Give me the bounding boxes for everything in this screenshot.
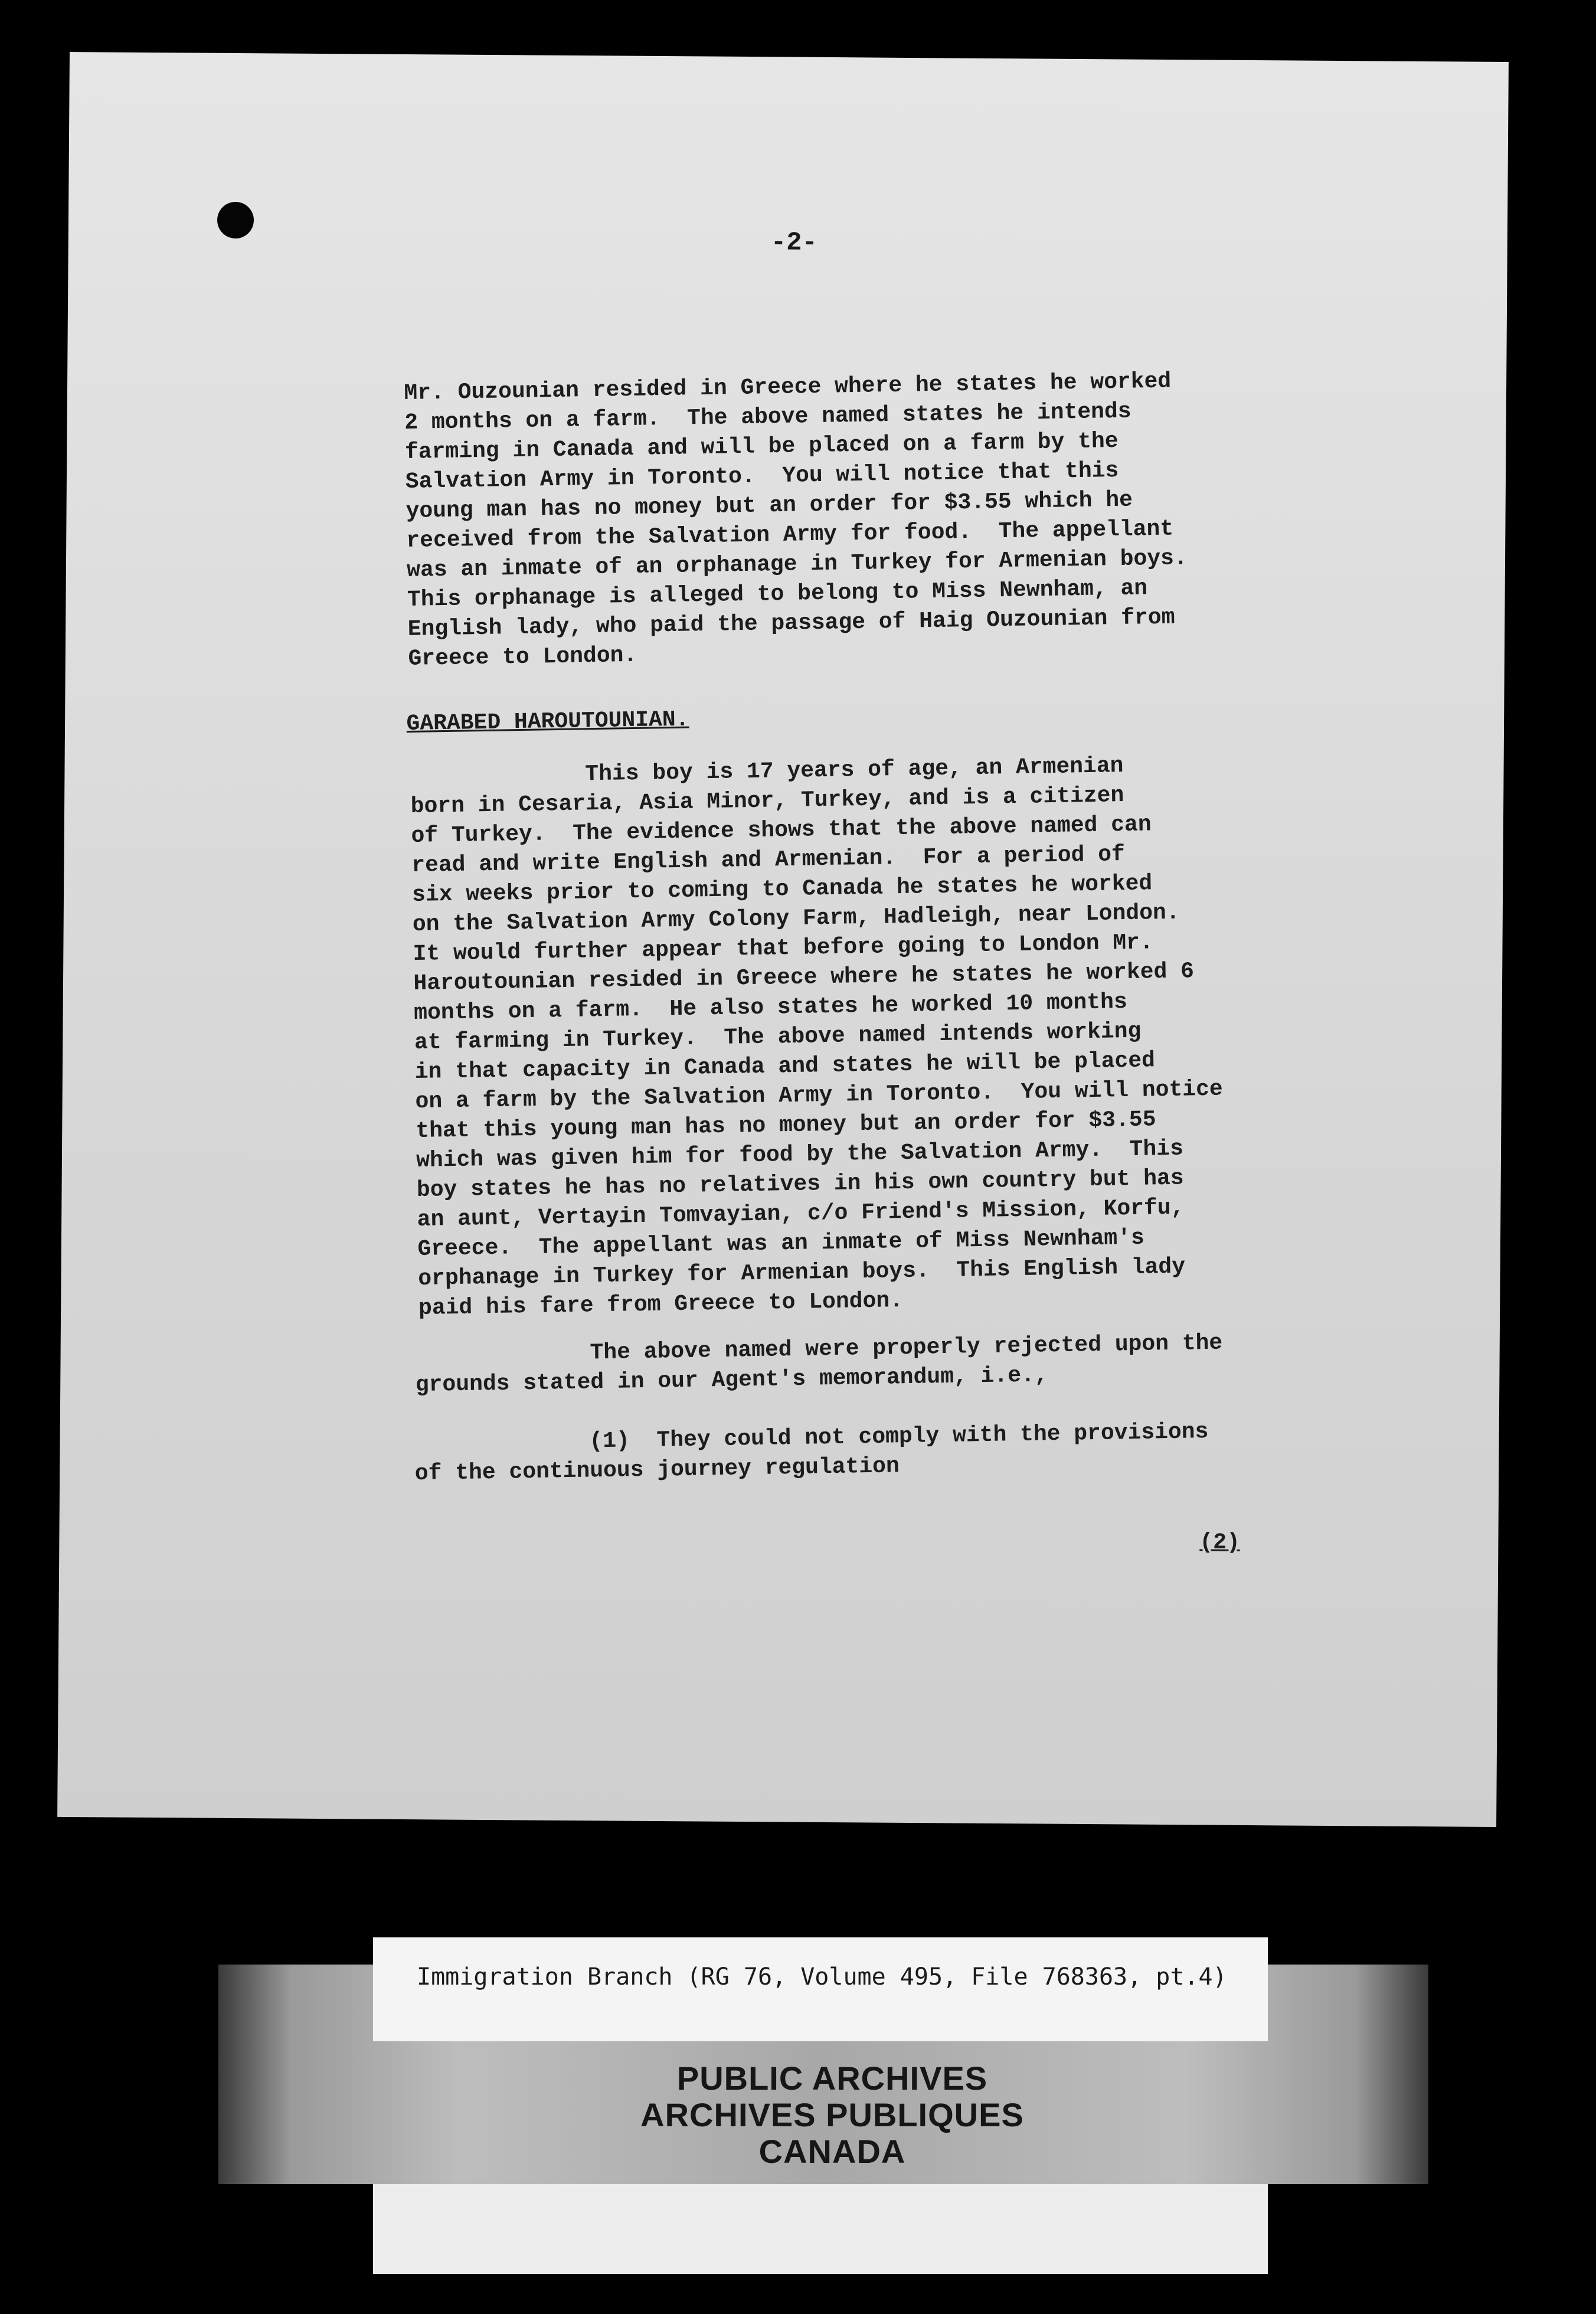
public-archives-stamp bbox=[608, 2060, 1057, 2184]
paragraph-rejection: The above named were properly rejected upon the grounds stated in our Agent's memorandum, i.e., bbox=[414, 1330, 1223, 1398]
stamp-line-english: PUBLIC ARCHIVES bbox=[676, 2060, 988, 2097]
section-heading-haroutounian: GARABED HAROUTOUNIAN. bbox=[406, 707, 689, 737]
stamp-line-french: ARCHIVES PUBLIQUES bbox=[640, 2096, 1024, 2133]
archive-reference: Immigration Branch (RG 76, Volume 495, File 768363, pt.4) bbox=[417, 1963, 1227, 1991]
continuation-marker: (2) bbox=[1199, 1529, 1240, 1555]
paragraph-haroutounian: This boy is 17 years of age, an Armenian born in Cesaria, Asia Minor, Turkey, and is a citizen of Turkey. The evidence shows that the above named can read and write English and Armenian. For a period of six weeks prior to coming to Canada he states he worked on the Salvation Army Colony Farm, Hadleigh, near London. It would further appear that before going to London Mr. Haroutounian resided in Greece where he states he worked 6 months on a farm. He also states he worked 10 months at farming in Turkey. The above named intends working in that capacity in Canada and states he will be placed on a farm by the Salvation Army in Toronto. You will notice that this young man has no money but an order for $3.55 which was given him for food by the Salvation Army. This boy states he has no relatives in his own country but has an aunt, Vertayin Tomvayian, c/o Friend's Mission, Korfu, Greece. The appellant was an inmate of Miss Newnham's orphanage in Turkey for Armenian boys. This English lady paid his fare from Greece to London. bbox=[410, 753, 1224, 1321]
stamp-line-country: CANADA bbox=[758, 2133, 906, 2170]
paragraph-ouzounian: Mr. Ouzounian resided in Greece where he states he worked 2 months on a farm. The above named states he intends farming in Canada and will be placed on a farm by the Salvation Army in Toronto. You will notice that this young man has no money but an order for $3.55 which he received from the Salvation Army for food. The appellant was an inmate of an orphanage in Turkey for Armenian boys. This orphanage is alleged to belong to Miss Newnham, an English lady, who paid the passage of Haig Ouzounian from Greece to London. bbox=[404, 368, 1188, 672]
punch-hole bbox=[217, 202, 254, 238]
paragraph-provision-1: (1) They could not comply with the provisions of the continuous journey regulation bbox=[414, 1419, 1209, 1487]
page-number: -2- bbox=[770, 228, 818, 258]
label-bottom-strip bbox=[373, 2184, 1268, 2274]
document-page bbox=[57, 52, 1509, 1827]
